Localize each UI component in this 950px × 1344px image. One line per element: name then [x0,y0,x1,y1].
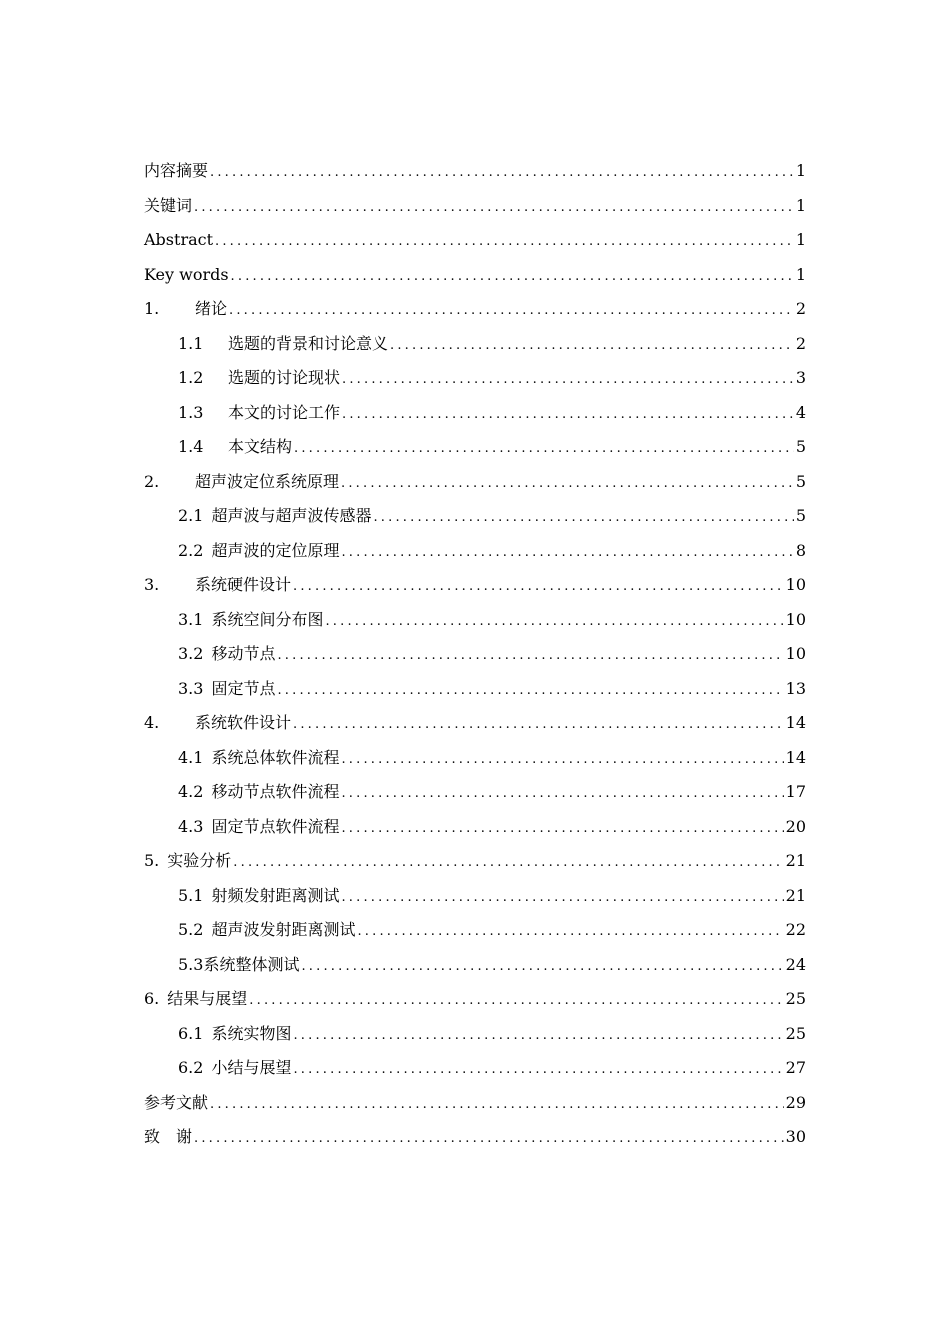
toc-entry-title: 超声波定位系统原理 [195,471,340,491]
toc-entry-title: 移动节点 [211,644,276,663]
toc-leader-dots [373,501,793,536]
toc-leader-dots [341,743,783,778]
toc-entry-page: 10 [785,575,806,594]
toc-entry-page: 13 [785,678,806,698]
toc-entry-title: 实验分析 [167,851,232,870]
toc-entry-page: 2 [795,333,806,353]
toc-entry-title: 结果与展望 [167,989,248,1008]
toc-entry-title: 致 谢 [144,1127,193,1146]
toc-entry-title: 小结与展望 [211,1058,292,1077]
toc-entry[interactable] [144,913,806,948]
toc-entry-number: 4. [144,713,160,732]
toc-entry-page: 10 [785,609,806,629]
toc-entry-number: 2. [144,471,160,491]
toc-entry-page: 25 [785,989,806,1008]
toc-leader-dots [277,639,783,674]
toc-entry[interactable] [144,292,806,327]
toc-entry-title: 参考文献 [144,1092,209,1112]
toc-entry-number: 1.1 [178,333,204,353]
toc-entry-number: 2.2 [178,540,204,560]
toc-entry-number: 5. [144,851,160,870]
toc-entry-number: 3.1 [178,609,204,629]
toc-entry-page: 1 [795,195,806,215]
toc-entry-title: 内容摘要 [144,161,209,180]
toc-leader-dots [293,570,784,605]
toc-entry-number: 5.1 [178,885,204,905]
toc-entry[interactable] [144,844,806,879]
toc-entry-page: 10 [785,644,806,663]
toc-leader-dots [249,984,783,1019]
toc-entry[interactable] [144,430,806,465]
toc-entry-title: 系统硬件设计 [195,575,292,594]
toc-entry-title: 关键词 [144,195,193,215]
toc-entry-page: 14 [785,747,806,767]
toc-entry[interactable] [144,568,806,603]
toc-leader-dots [210,156,794,191]
toc-entry-number: 1.4 [178,437,204,456]
toc-entry-title: 选题的背景和讨论意义 [228,333,389,353]
toc-entry-title: 系统实物图 [211,1023,292,1043]
toc-leader-dots [231,260,794,295]
toc-entry[interactable] [144,327,806,362]
toc-leader-dots [390,329,794,364]
toc-leader-dots [341,467,794,502]
toc-entry-title: 选题的讨论现状 [228,368,341,387]
toc-entry-number: 3.3 [178,678,204,698]
toc-entry-page: 5 [795,437,806,456]
toc-entry[interactable] [144,603,806,638]
toc-leader-dots [301,950,783,985]
toc-entry-number: 1.2 [178,368,204,387]
toc-entry-number: 1. [144,299,160,318]
toc-entry-number: 3. [144,575,160,594]
toc-entry[interactable] [144,1051,806,1086]
toc-entry[interactable] [144,223,806,258]
toc-entry-title: 超声波与超声波传感器 [211,506,372,525]
toc-leader-dots [341,881,783,916]
toc-entry-page: 29 [785,1092,806,1112]
toc-entry-number: 4.2 [178,782,204,801]
toc-entry-page: 5 [795,471,806,491]
toc-leader-dots [342,363,794,398]
toc-entry-number: 5.2 [178,920,204,939]
toc-entry-page: 8 [795,540,806,560]
toc-leader-dots [357,915,783,950]
toc-entry-title: Key words [144,264,229,284]
toc-leader-dots [293,708,784,743]
toc-entry-title: 本文的讨论工作 [228,402,341,422]
toc-entry-number: 4.3 [178,816,204,836]
table-of-contents [144,154,806,1155]
toc-entry-number: 3.2 [178,644,204,663]
toc-entry-title: 系统软件设计 [195,713,292,732]
toc-entry[interactable] [144,982,806,1017]
toc-entry[interactable] [144,189,806,224]
toc-leader-dots [341,777,783,812]
toc-entry-title: Abstract [144,230,214,249]
toc-entry-title: 本文结构 [228,437,293,456]
toc-leader-dots [293,1019,783,1054]
toc-entry-page: 30 [785,1127,806,1146]
toc-entry-title: 系统空间分布图 [211,609,324,629]
toc-entry[interactable] [144,499,806,534]
toc-leader-dots [194,1122,784,1157]
toc-entry-title: 系统总体软件流程 [211,747,340,767]
toc-entry-number: 6.1 [178,1023,204,1043]
toc-entry-page: 22 [785,920,806,939]
toc-entry-page: 14 [785,713,806,732]
toc-entry-page: 21 [785,885,806,905]
toc-entry-number: 5.3 [178,954,204,974]
toc-entry[interactable] [144,1086,806,1121]
toc-entry[interactable] [144,396,806,431]
toc-entry[interactable] [144,775,806,810]
toc-entry-title: 射频发射距离测试 [211,885,340,905]
toc-leader-dots [294,432,794,467]
toc-entry-title: 绪论 [195,299,228,318]
toc-leader-dots [277,674,783,709]
toc-entry-page: 17 [785,782,806,801]
toc-leader-dots [293,1053,783,1088]
toc-entry[interactable] [144,1017,806,1052]
toc-leader-dots [342,398,794,433]
toc-entry[interactable] [144,1120,806,1155]
toc-entry[interactable] [144,879,806,914]
toc-entry-page: 24 [785,954,806,974]
toc-entry[interactable] [144,465,806,500]
toc-entry[interactable] [144,741,806,776]
toc-entry-page: 5 [795,506,806,525]
toc-entry-page: 2 [795,299,806,318]
toc-entry[interactable] [144,810,806,845]
toc-entry-page: 1 [795,230,806,249]
toc-entry[interactable] [144,637,806,672]
toc-entry-title: 固定节点 [211,678,276,698]
toc-leader-dots [341,536,793,571]
toc-leader-dots [325,605,783,640]
toc-entry-page: 20 [785,816,806,836]
toc-leader-dots [194,191,794,226]
toc-entry-title: 固定节点软件流程 [211,816,340,836]
toc-leader-dots [229,294,794,329]
toc-entry-number: 2.1 [178,506,204,525]
toc-entry-title: 超声波的定位原理 [211,540,340,560]
toc-leader-dots [341,812,783,847]
toc-leader-dots [233,846,783,881]
toc-entry-title: 系统整体测试 [203,954,300,974]
toc-entry-title: 移动节点软件流程 [211,782,340,801]
toc-entry[interactable] [144,672,806,707]
toc-entry-page: 4 [795,402,806,422]
toc-entry[interactable] [144,361,806,396]
toc-entry-number: 6.2 [178,1058,204,1077]
toc-entry[interactable] [144,948,806,983]
toc-entry-title: 超声波发射距离测试 [211,920,356,939]
toc-entry-number: 4.1 [178,747,204,767]
toc-entry[interactable] [144,534,806,569]
toc-entry-page: 21 [785,851,806,870]
toc-entry[interactable] [144,258,806,293]
toc-leader-dots [210,1088,784,1123]
toc-entry-page: 3 [795,368,806,387]
toc-entry-page: 1 [795,264,806,284]
toc-leader-dots [215,225,794,260]
toc-entry-page: 1 [795,161,806,180]
toc-entry[interactable] [144,706,806,741]
toc-entry-page: 27 [785,1058,806,1077]
toc-entry-page: 25 [785,1023,806,1043]
toc-entry-number: 6. [144,989,160,1008]
toc-entry[interactable] [144,154,806,189]
toc-entry-number: 1.3 [178,402,204,422]
